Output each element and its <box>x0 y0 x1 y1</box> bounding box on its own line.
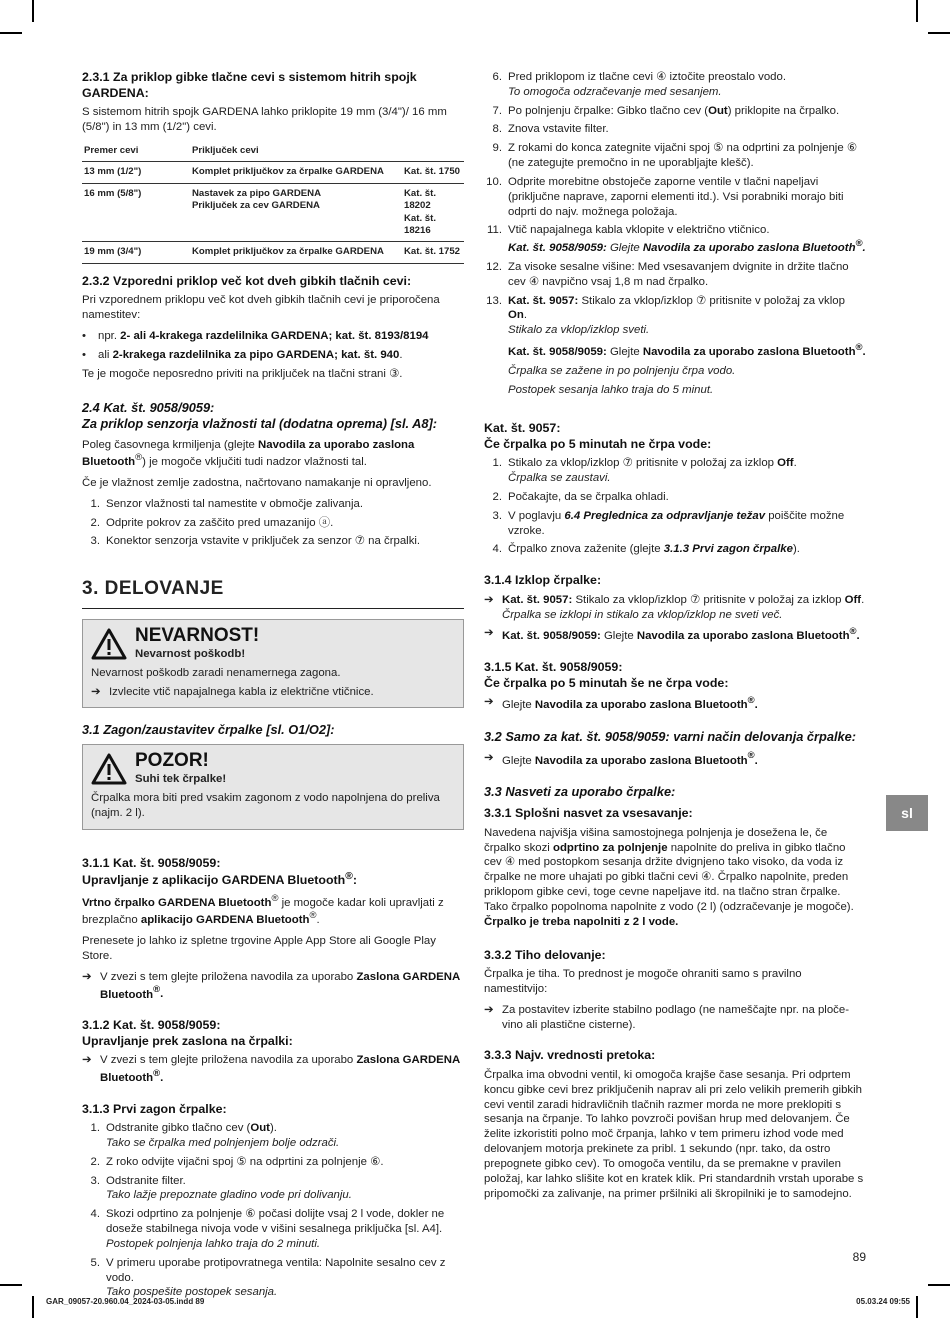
list-item: ➔ Glejte Navodila za uporabo zaslona Bluetooth®. <box>484 750 758 767</box>
right-column <box>484 70 866 1207</box>
list-item: ➔ Kat. št. 9058/9059: Glejte Navodila za uporabo zaslona Bluetooth®. <box>484 626 860 643</box>
section-2-4-text: Poleg časovnega krmiljenja (glejte Navodila za uporabo zaslona Bluetooth®) je mogoče vključiti tudi nadzor vlažnosti tal. <box>82 438 415 469</box>
section-2-3-1-title: 2.3.1 Za priklop gibke tlačne cevi s sistemom hitrih spojk GARDENA: <box>82 70 417 100</box>
left-column <box>82 70 464 1304</box>
crop-mark <box>916 0 918 22</box>
list-item: 8. Znova vstavite filter. <box>492 123 609 136</box>
section-3-1-2-title: 3.1.2 Kat. št. 9058/9059: Upravljanje prek zaslona na črpalki: <box>82 1018 293 1048</box>
list-item: 1. Senzor vlažnosti tal namestite v območje zalivanja. <box>90 497 364 510</box>
crop-mark <box>928 32 950 34</box>
list-item: 2. Z roko odvijte vijačni spoj ⑤ na odprtini za polnjenje ⑥. <box>90 1155 384 1168</box>
section-3-1-1-text: Vrtno črpalko GARDENA Bluetooth® je mogoče kadar koli upravljati z brezplačno aplikacijo GARDENA Bluetooth®. <box>82 892 444 927</box>
list-item: 3. V poglavju 6.4 Preglednica za odpravljanje težav poiščite možne vzroke. <box>492 509 845 537</box>
section-3-3-2-title: 3.3.2 Tiho delovanje: <box>484 947 606 962</box>
list-item: 6. Pred priklopom iz tlačne cevi ④ iztočite preostalo vodo. To omogoča odzračevanje med sesanjem. <box>492 71 787 98</box>
danger-action: ➔ Izvlecite vtič napajalnega kabla iz električne vtičnice. <box>91 685 374 698</box>
section-2-3-2-text: Pri vzporednem priklopu več kot dveh gibkih tlačnih cevi je priporočena namestitev: <box>82 294 440 322</box>
caution-title: POZOR! <box>135 750 209 772</box>
caution-text: Črpalka mora biti pred vsakim zagonom z vodo napolnjena do preliva (najm. 2 l). <box>91 792 440 819</box>
section-3-3-3-text: Črpalka ima obvodni ventil, ki omogoča krajše čase sesanja. Pri odprtem koncu gibke cevi brez priključenih naprav ali pri zelo velikih premerih gibkih cevi ventil zaradi hidravličnih tlačnih razmer morda ne more preklopiti s sesanja na črpanje. To lahko povzroči povišan hrup med delovanjem. Če želite izkoristiti polno moč črpanja, lahko v tem primeru izhod vode med delovanjem motorja prekinete za pribl. 1 sekundo (npr. tako, da ostro prepognete gibko cev). To omogoča ventilu, da se premakne v pravilen položaj, kar lahko slišite kot en kratek klik. Pri standardnih vrstah uporabe s pripomočki za zalivanje, na primer pršilniki ali škropilniki je to samodejno. <box>484 1068 864 1200</box>
list-item: 1. Stikalo za vklop/izklop ⑦ pritisnite v položaj za izklop Off. Črpalka se zaustavi. <box>492 457 797 485</box>
table-header: Priključek cevi <box>190 141 464 162</box>
crop-mark <box>928 1284 950 1286</box>
section-3-1-1-text2: Prenesete jo lahko iz spletne trgovine Apple App Store ali Google Play Store. <box>82 935 436 962</box>
section-3-2-title: 3.2 Samo za kat. št. 9058/9059: varni način delovanja črpalke: <box>484 728 857 744</box>
table-header: Premer cevi <box>82 141 190 162</box>
section-3-1-4-title: 3.1.4 Izklop črpalke: <box>484 573 602 588</box>
list-item: 3. Odstranite filter. Tako lažje prepoznate gladino vode pri dolivanju. <box>90 1174 352 1202</box>
danger-subtitle: Nevarnost poškodb! <box>135 647 246 660</box>
table-row <box>82 162 464 183</box>
section-2-4-title: 2.4 Kat. št. 9058/9059: Za priklop senzorja vlažnosti tal (dodatna oprema) [sl. A8]: <box>82 399 438 431</box>
list-item: • ali 2-krakega razdelilnika za pipo GARDENA; kat. št. 940. <box>82 348 403 361</box>
caution-box <box>82 744 464 829</box>
table-cell: Nastavek za pipo GARDENA Priključek za cev GARDENA <box>190 183 402 242</box>
danger-box <box>82 619 464 708</box>
caution-subtitle: Suhi tek črpalke! <box>135 773 227 786</box>
list-item: 7. Po polnjenju črpalke: Gibko tlačno cev (Out) priklopite na črpalko. <box>492 104 840 117</box>
list-item: 2. Počakajte, da se črpalka ohladi. <box>492 490 669 503</box>
list-item: ➔ V zvezi s tem glejte priložena navodila za uporabo Zaslona GARDENA Bluetooth®. <box>82 970 460 1001</box>
list-item: 4. Skozi odprtino za polnjenje ⑥ počasi dolijte vsaj 2 l vode, dokler ne doseže stabilnega nivoja vode v višini sesalnega priključka [sl. A4]. Postopek polnjenja lahko traja do 2 minuti. <box>90 1208 445 1250</box>
list-item: 1. Odstranite gibko tlačno cev (Out). Tako se črpalka med polnjenjem bolje odzrači. <box>90 1122 340 1149</box>
list-item: 12. Za visoke sesalne višine: Med vsesavanjem dvignite in držite tlačno cev ④ navpično vsaj 1,8 m nad črpalko. <box>486 260 849 288</box>
crop-mark <box>916 1296 918 1318</box>
section-2-3-2-note: Te je mogoče neposredno priviti na priključek na tlačni strani ③. <box>82 367 403 380</box>
list-item: 11. Vtič napajalnega kabla vklopite v električno vtičnico. Kat. št. 9058/9059: Glejte Navodila za uporabo zaslona Bluetooth®. <box>487 224 866 255</box>
section-2-3-2-title: 2.3.2 Vzporedni priklop več kot dveh gibkih tlačnih cevi: <box>82 273 412 288</box>
section-3-title: 3. DELOVANJE <box>82 577 464 609</box>
section-3-3-3-title: 3.3.3 Najv. vrednosti pretoka: <box>484 1048 656 1063</box>
list-item: ➔ Kat. št. 9057: Stikalo za vklop/izklop ⑦ pritisnite v položaj za izklop Off. Črpalka se izklopi in stikalo za vklop/izklop ne sveti več. <box>484 593 865 621</box>
list-item: ➔ V zvezi s tem glejte priložena navodila za uporabo Zaslona GARDENA Bluetooth®. <box>82 1054 460 1084</box>
section-3-1-title: 3.1 Zagon/zaustavitev črpalke [sl. O1/O2]: <box>82 722 335 738</box>
table-cell: Komplet priključkov za črpalke GARDENA <box>190 242 402 263</box>
warning-icon <box>91 753 127 785</box>
section-2-3-1-text: S sistemom hitrih spojk GARDENA lahko priklopite 19 mm (3/4")/ 16 mm (5/8") in 13 mm (1/2") cevi. <box>82 106 447 133</box>
list-item: ➔ Glejte Navodila za uporabo zaslona Bluetooth®. <box>484 695 758 711</box>
table-row <box>82 183 464 242</box>
table-cell: 16 mm (5/8") <box>82 183 190 242</box>
table-row <box>82 242 464 263</box>
crop-mark <box>0 1284 22 1286</box>
table-cell: 19 mm (3/4") <box>82 242 190 263</box>
section-3-3-1-text: Navedena najvišja višina samostojnega polnjenja je dosežena le, če črpalko skozi odprtino za polnjenje napolnite do preliva in gibko tlačno cev ④ med postopkom sesanja držite dvignjeno tako visoko, da voda iz črpalke ne more uhajati po gibki tlačni cevi ④. Črpalko napolnite, preden priklopom gibke cevi, toge cevne napeljave itd. na tlačno stran črpalke. Tako črpalko popolnoma napolnite z vodo (2 l) (odzračevanje je mogoče). Črpalko je treba napolniti z 2 l vode. <box>484 826 854 928</box>
list-item: 5. V primeru uporabe protipovratnega ventila: Napolnite sesalno cev z vodo. Tako pospešite postopek sesanja. <box>90 1256 446 1299</box>
section-2-4-text2: Če je vlažnost zemlje zadostna, načrtovano namakanje ni opravljeno. <box>82 477 432 489</box>
section-3-3-2-text: Črpalka je tiha. To prednost je mogoče ohraniti samo s pravilno namestitvijo: <box>484 968 802 995</box>
section-3-1-1-title: 3.1.1 Kat. št. 9058/9059: Upravljanje z aplikacijo GARDENA Bluetooth®: <box>82 855 357 888</box>
section-3-3-title: 3.3 Nasveti za uporabo črpalke: <box>484 784 676 800</box>
crop-mark <box>32 0 34 22</box>
list-item: 4. Črpalko znova zaženite (glejte 3.1.3 Prvi zagon črpalke). <box>492 543 800 556</box>
list-item: 9. Z rokami do konca zategnite vijačni spoj ⑤ na odprtini za polnjenje ⑥ (ne zategujte premočno in ne uporabljajte klešč). <box>492 142 858 170</box>
warning-icon <box>91 628 127 660</box>
list-item: • npr. 2- ali 4-krakega razdelilnika GARDENA; kat. št. 8193/8194 <box>82 330 429 343</box>
footer-file-info: GAR_09057-20.960.04_2024-03-05.indd 89 <box>46 1297 205 1306</box>
list-item: 13. Kat. št. 9057: Stikalo za vklop/izklop ⑦ pritisnite v položaj za vklop On. Stikalo za vklop/izklop sveti. Kat. št. 9058/9059: Glejte Navodila za uporabo zaslona Bluetooth®. Črpalka se zažene in po polnjenju črpa vodo. Postopek sesanja lahko traja do 5 minut. <box>486 294 866 396</box>
list-item: 10. Odprite morebitne obstoječe zaporne ventile v tlačni napeljavi (priključne naprave, zaporni elementi itd.). Vsi porabniki morajo biti odprti do najv. možnega položaja. <box>486 175 844 218</box>
table-cell: Kat. št. 18202 Kat. št. 18216 <box>402 183 464 242</box>
list-item: ➔ Za postavitev izberite stabilno podlago (ne nameščajte npr. na pločevino ali plastične cisterne). <box>484 1003 849 1031</box>
hose-connection-table <box>82 141 464 264</box>
table-cell: Kat. št. 1750 <box>402 162 464 183</box>
section-3-1-3-title: 3.1.3 Prvi zagon črpalke: <box>82 1101 227 1116</box>
kat-9057-title: Kat. št. 9057: Če črpalka po 5 minutah ne črpa vode: <box>484 421 712 451</box>
list-item: 3. Konektor senzorja vstavite v priključek za senzor ⑦ na črpalki. <box>90 535 421 548</box>
danger-title: NEVARNOST! <box>135 625 260 646</box>
list-item: 2. Odprite pokrov za zaščito pred umazanijo ⓐ. <box>90 516 334 529</box>
section-3-3-1-title: 3.3.1 Splošni nasvet za vsesavanje: <box>484 806 693 821</box>
table-cell: Kat. št. 1752 <box>402 242 464 263</box>
language-tab: sl <box>886 795 928 831</box>
page-number: 89 <box>852 1250 866 1264</box>
crop-mark <box>32 1296 34 1318</box>
section-3-1-5-title: 3.1.5 Kat. št. 9058/9059: Če črpalka po 5 minutah še ne črpa vode: <box>484 660 729 690</box>
table-cell: Komplet priključkov za črpalke GARDENA <box>190 162 402 183</box>
footer-timestamp: 05.03.24 09:55 <box>856 1297 910 1306</box>
crop-mark <box>0 32 22 34</box>
danger-text: Nevarnost poškodb zaradi nenamernega zagona. <box>91 666 341 679</box>
table-cell: 13 mm (1/2") <box>82 162 190 183</box>
